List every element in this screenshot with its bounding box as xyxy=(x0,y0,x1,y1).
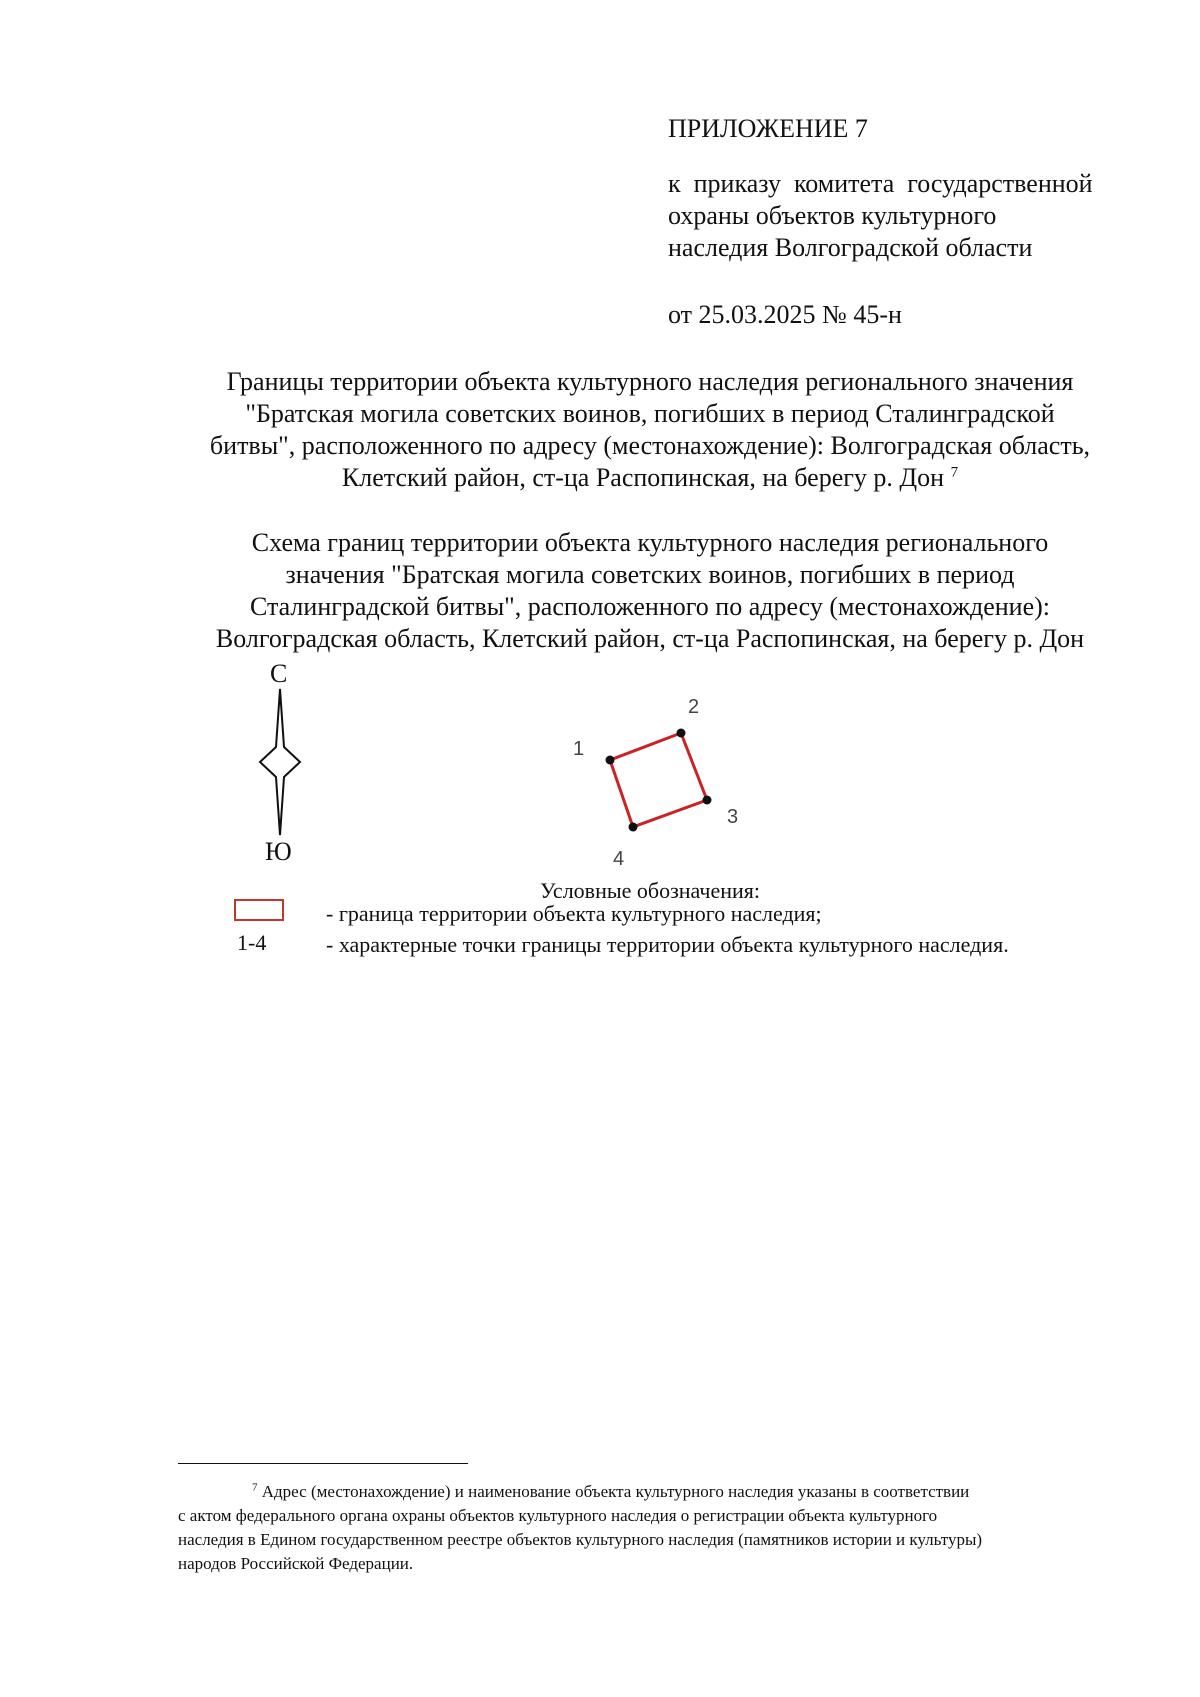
footnote-line xyxy=(178,1480,1148,1504)
footnote-line: наследия в Едином государственном реестре объектов культурного наследия (памятников истории и культуры) xyxy=(178,1530,983,1549)
footnote-marker: 7 xyxy=(252,1481,258,1494)
compass-north-label: С xyxy=(270,659,288,688)
point-label-4: 4 xyxy=(613,848,625,870)
footnote-line: народов Российской Федерации. xyxy=(178,1554,414,1573)
legend-points-symbol: 1-4 xyxy=(237,930,267,955)
footnote-separator xyxy=(178,1463,468,1464)
title-line: Границы территории объекта культурного наследия регионального значения xyxy=(226,367,1074,396)
scheme-title-line: Схема границ территории объекта культурного наследия регионального xyxy=(251,528,1049,557)
point-label-1: 1 xyxy=(573,738,585,760)
compass-rose-icon xyxy=(250,687,310,837)
legend-boundary-symbol xyxy=(234,899,284,921)
boundary-point-1 xyxy=(606,756,615,765)
footnote xyxy=(178,1480,1148,1576)
footnote-text: Адрес (местонахождение) и наименование объекта культурного наследия указаны в соответствии xyxy=(257,1482,970,1501)
order-reference-line: охраны объектов культурного xyxy=(668,201,997,230)
boundary-scheme-map xyxy=(560,690,760,890)
document-title xyxy=(150,366,1150,494)
legend-points-text: - характерные точки границы территории объекта культурного наследия. xyxy=(326,932,1009,957)
title-line: Клетский район, ст-ца Распопинская, на берегу р. Дон xyxy=(341,463,945,492)
boundary-polygon xyxy=(610,733,707,827)
compass-south-label: Ю xyxy=(265,837,292,866)
order-reference-line: к приказу комитета государственной xyxy=(668,169,1093,198)
scheme-title-line: значения "Братская могила советских воинов, погибших в период xyxy=(285,560,1015,589)
title-line: битвы", расположенного по адресу (местонахождение): Волгоградская область, xyxy=(209,431,1091,460)
footnote-reference: 7 xyxy=(950,464,959,481)
order-date-number: от 25.03.2025 № 45-н xyxy=(668,300,902,329)
legend-heading: Условные обозначения: xyxy=(540,878,761,903)
appendix-title: ПРИЛОЖЕНИЕ 7 xyxy=(668,114,868,143)
point-label-3: 3 xyxy=(727,806,739,828)
scheme-title-line: Сталинградской битвы", расположенного по адресу (местонахождение): xyxy=(249,592,1051,621)
scheme-title xyxy=(150,527,1150,655)
legend-boundary-text: - граница территории объекта культурного наследия; xyxy=(326,901,822,926)
boundary-point-2 xyxy=(677,729,686,738)
order-reference-line: наследия Волгоградской области xyxy=(668,233,1033,262)
footnote-line: с актом федерального органа охраны объектов культурного наследия о регистрации объекта культурного xyxy=(178,1506,938,1525)
boundary-point-3 xyxy=(703,796,712,805)
order-reference xyxy=(668,168,1148,264)
title-line-last xyxy=(150,462,1150,494)
point-label-2: 2 xyxy=(688,696,700,718)
title-line: "Братская могила советских воинов, погибших в период Сталинградской xyxy=(245,399,1055,428)
boundary-point-4 xyxy=(629,823,638,832)
scheme-title-line: Волгоградская область, Клетский район, ст-ца Распопинская, на берегу р. Дон xyxy=(215,624,1085,653)
